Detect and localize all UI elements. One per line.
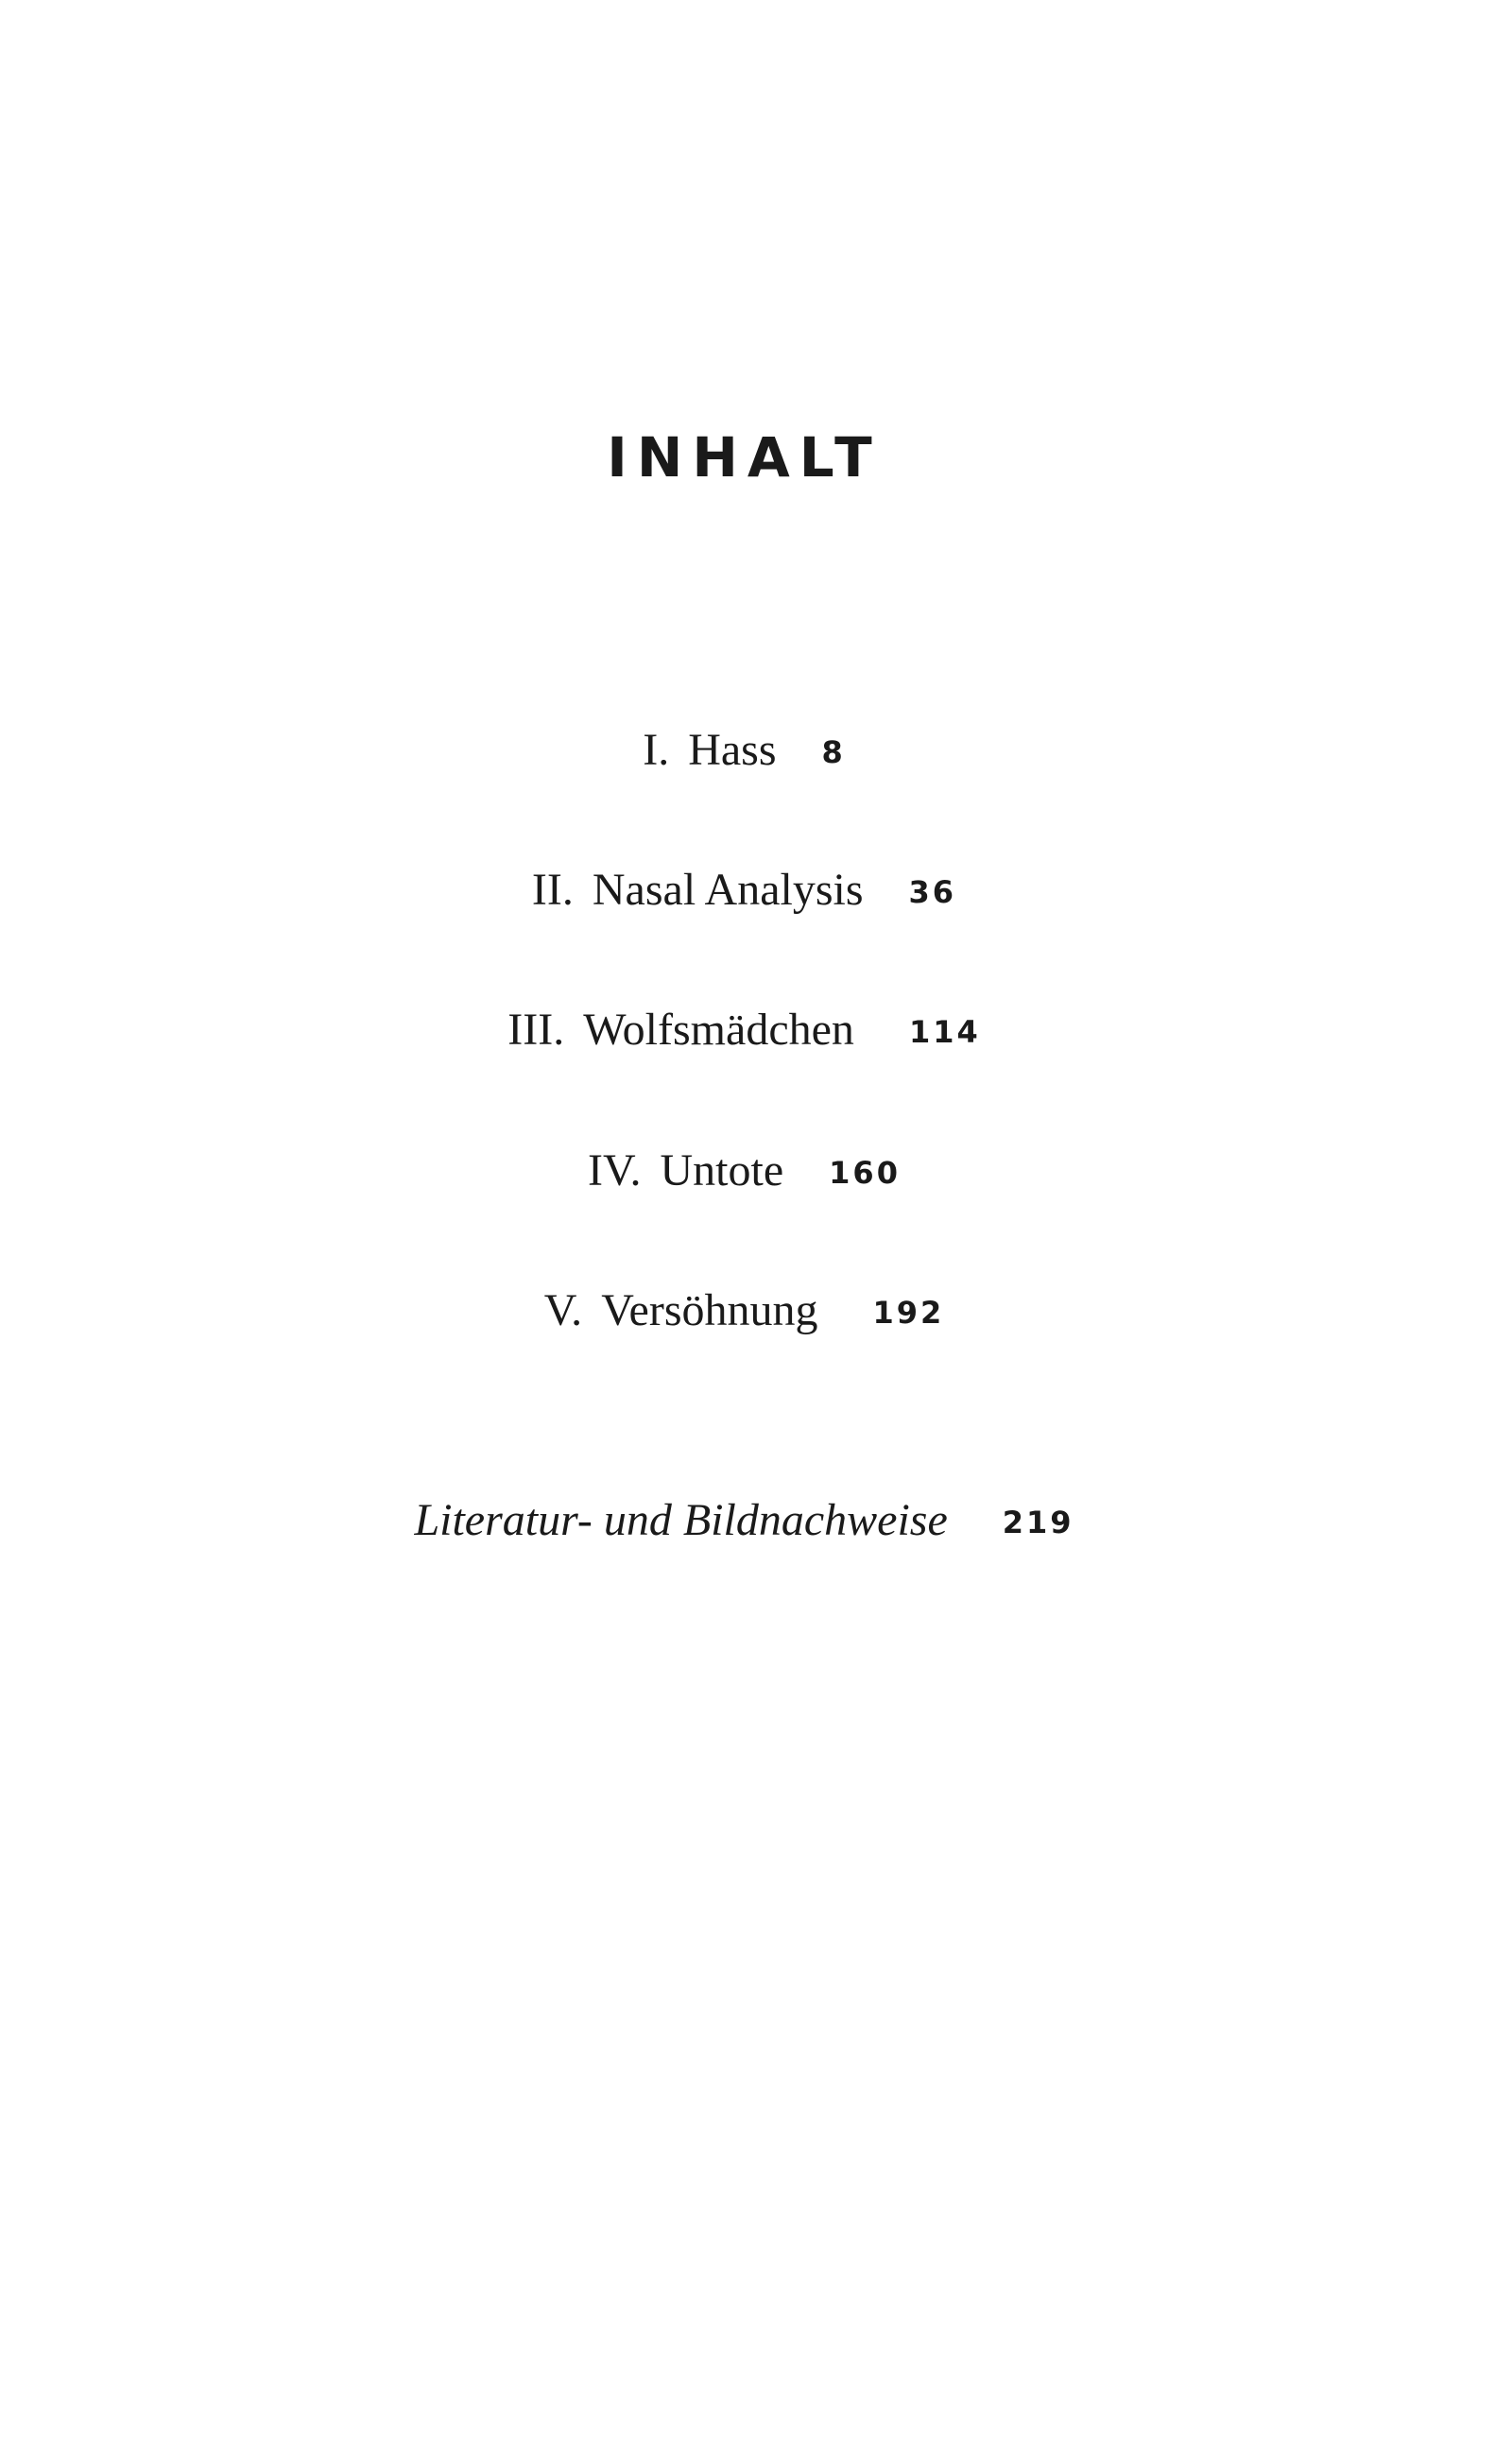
page-number: 219 (1002, 1505, 1074, 1540)
toc-entry-nasal-analysis[interactable] (0, 865, 1488, 915)
chapter-number: I. (643, 725, 670, 775)
toc-entry-untote[interactable] (0, 1145, 1488, 1196)
chapter-title: Nasal Analysis (592, 865, 864, 915)
appendix-title: Literatur- und Bildnachweise (414, 1495, 948, 1545)
toc-entry-hass[interactable] (0, 725, 1488, 775)
chapter-number: II. (531, 865, 574, 915)
toc-entry-appendix[interactable] (0, 1495, 1488, 1545)
page-number: 160 (829, 1155, 901, 1191)
toc-entry-versoehnung[interactable] (0, 1285, 1488, 1335)
page-number: 36 (908, 874, 957, 910)
page-number: 114 (908, 1014, 981, 1050)
chapter-title: Hass (688, 725, 777, 775)
page-number: 8 (821, 734, 846, 770)
chapter-number: V. (543, 1285, 583, 1335)
chapter-title: Wolfsmädchen (583, 1005, 854, 1055)
page-number: 192 (872, 1295, 945, 1331)
chapter-title: Versöhnung (601, 1285, 818, 1335)
page-title: INHALT (607, 425, 882, 490)
chapter-number: III. (507, 1005, 565, 1055)
toc-entry-wolfsmaedchen[interactable] (0, 1007, 1488, 1053)
chapter-title: Untote (660, 1145, 784, 1196)
chapter-number: IV. (588, 1145, 642, 1196)
